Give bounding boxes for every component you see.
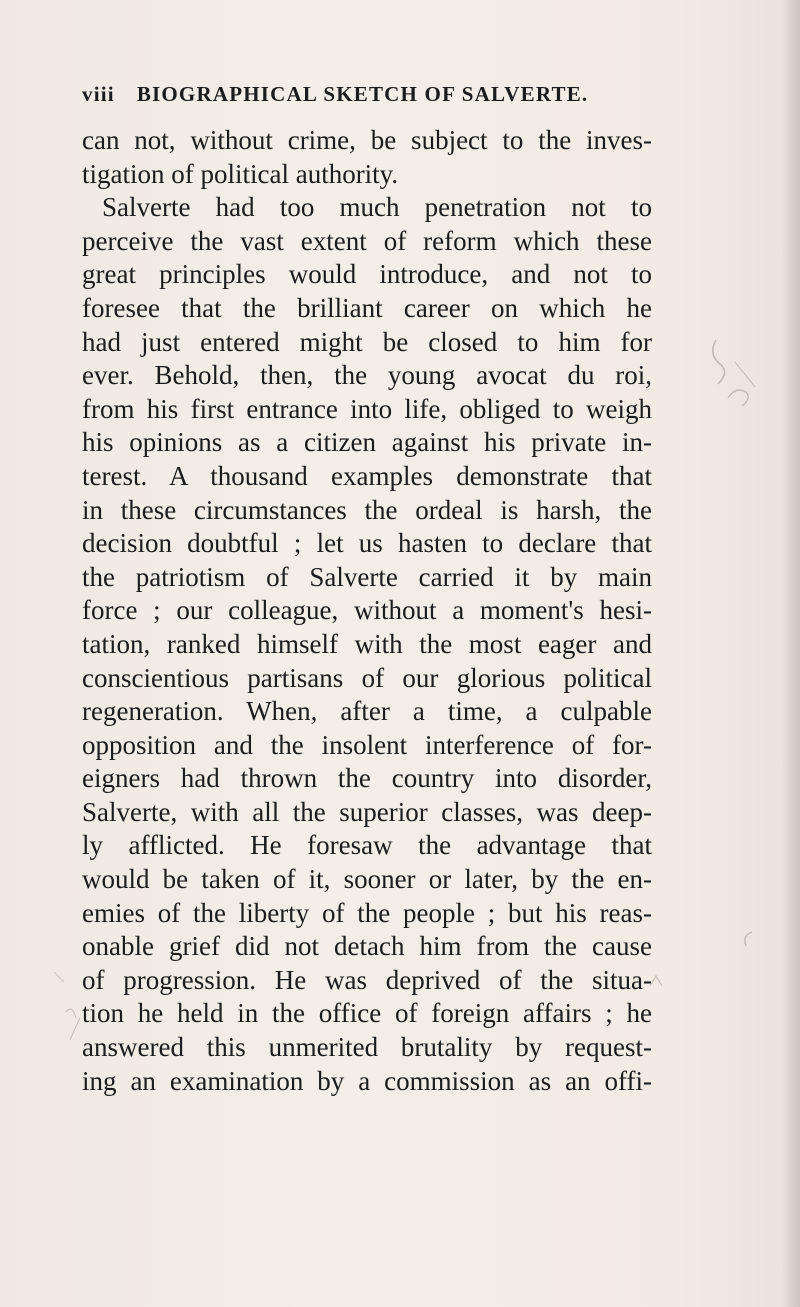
text-line: perceive the vast extent of reform which these <box>82 225 652 256</box>
text-line: can not, without crime, be subject to the inves- <box>82 125 652 155</box>
text-line: Salverte had too much penetration not to <box>102 192 652 223</box>
text-line: ing an examination by a commission as an offi- <box>82 1065 652 1096</box>
text-line: regeneration. When, after a time, a culpable <box>82 696 652 727</box>
text-line: tation, ranked himself with the most eager and <box>82 628 652 659</box>
text-line: tion he held in the office of foreign affairs ; he <box>82 998 652 1029</box>
text-line: conscientious partisans of our glorious political <box>82 662 652 693</box>
body-text <box>82 124 652 1098</box>
text-line: would be taken of it, sooner or later, by the en- <box>82 864 652 895</box>
text-line: in these circumstances the ordeal is harsh, the <box>82 494 652 525</box>
text-line: terest. A thousand examples demonstrate that <box>82 460 652 491</box>
text-line: great principles would introduce, and not to <box>82 259 652 290</box>
running-title: BIOGRAPHICAL SKETCH OF SALVERTE. <box>136 82 589 106</box>
text-line: ever. Behold, then, the young avocat du roi, <box>82 360 652 391</box>
text-line: foresee that the brilliant career on which he <box>82 292 652 323</box>
text-line: ly afflicted. He foresaw the advantage that <box>82 830 652 861</box>
text-line: force ; our colleague, without a moment's hesi- <box>82 595 652 626</box>
text-line: had just entered might be closed to him for <box>82 326 652 357</box>
text-line: his opinions as a citizen against his private in- <box>82 427 652 458</box>
text-line: the patriotism of Salverte carried it by main <box>82 561 652 592</box>
text-line: from his first entrance into life, obliged to weigh <box>82 393 652 424</box>
text-line: eigners had thrown the country into disorder, <box>82 763 652 794</box>
text-line: onable grief did not detach him from the cause <box>82 931 652 962</box>
text-line: of progression. He was deprived of the situa- <box>82 964 652 995</box>
text-line: decision doubtful ; let us hasten to declare that <box>82 528 652 559</box>
page-edge-shadow <box>782 0 800 1307</box>
text-line: opposition and the insolent interference of for- <box>82 729 652 760</box>
running-header <box>82 82 622 112</box>
text-line: tigation of political authority. <box>82 158 399 189</box>
text-line: Salverte, with all the superior classes, was deep- <box>82 796 652 827</box>
text-line: answered this unmerited brutality by request- <box>82 1032 652 1063</box>
text-line: emies of the liberty of the people ; but his reas- <box>82 897 652 928</box>
page-number: viii <box>82 82 115 106</box>
